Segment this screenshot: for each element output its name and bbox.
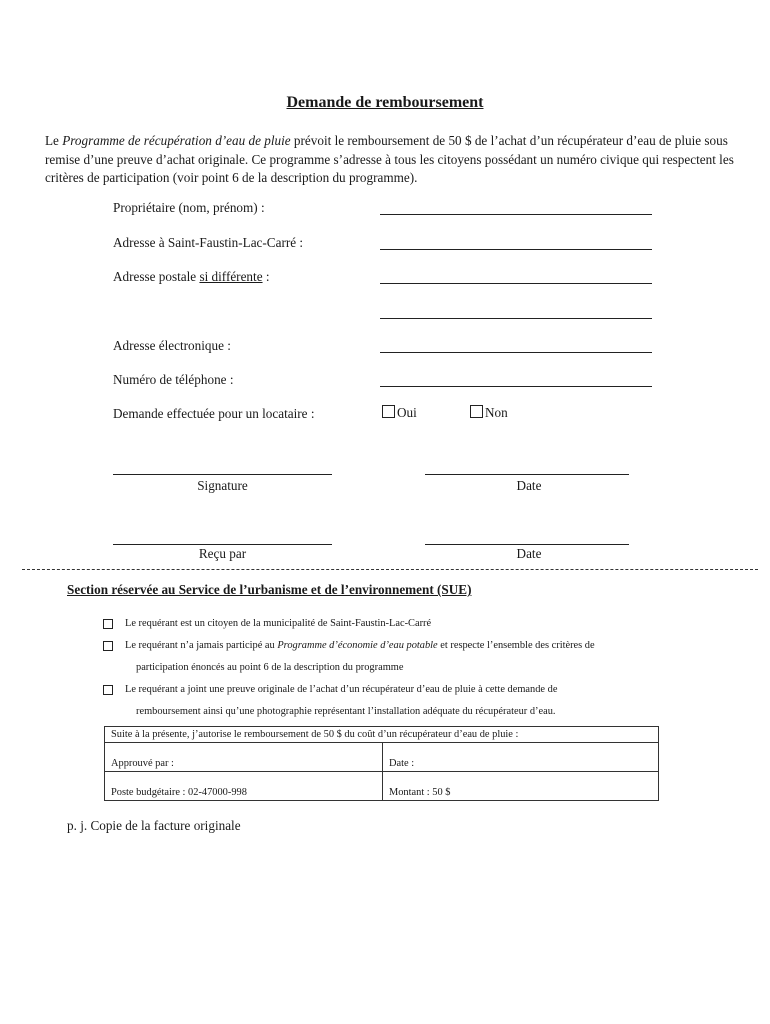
owner-field[interactable] [380, 214, 652, 215]
signature-label: Signature [197, 478, 248, 493]
sue-item-proof-line2: remboursement ainsi qu’une photographie représentant l’installation adéquate du récupérateur d’eau. [136, 706, 556, 717]
postal-address-field-2[interactable] [380, 318, 652, 319]
postal-address-label [113, 269, 270, 285]
oui-checkbox[interactable] [382, 405, 395, 418]
budget-row [105, 772, 659, 801]
page-title: Demande de remboursement [286, 94, 484, 111]
date-line-2[interactable] [425, 544, 629, 545]
approval-table [104, 726, 659, 801]
cut-line-divider [22, 569, 758, 570]
recu-par-line[interactable] [113, 544, 332, 545]
sue-item-citizen [103, 613, 703, 635]
oui-label: Oui [397, 405, 417, 420]
citizen-checkbox[interactable] [103, 619, 113, 629]
recu-par-label: Reçu par [198, 546, 247, 561]
approval-row [105, 743, 659, 772]
email-field[interactable] [380, 352, 652, 353]
address-local-label: Adresse à Saint-Faustin-Lac-Carré : [113, 235, 304, 250]
postal-suffix: : [262, 269, 270, 284]
address-local-field[interactable] [380, 249, 652, 250]
date-line-1[interactable] [425, 474, 629, 475]
item2-program: Programme d’économie d’eau potable [277, 640, 438, 651]
proof-checkbox[interactable] [103, 685, 113, 695]
approval-header: Suite à la présente, j’autorise le remboursement de 50 $ du coût d’un récupérateur d’eau de pluie : [105, 727, 659, 743]
item2-suffix: et respecte l’ensemble des critères de [437, 640, 595, 651]
montant-cell: Montant : 50 $ [383, 772, 659, 801]
intro-prefix: Le [45, 133, 63, 148]
program-checkbox[interactable] [103, 641, 113, 651]
phone-label: Numéro de téléphone : [113, 372, 234, 387]
approval-date-cell[interactable]: Date : [383, 743, 659, 772]
owner-label: Propriétaire (nom, prénom) : [113, 200, 265, 215]
approval-header-row [105, 727, 659, 743]
date-label-2: Date [516, 546, 542, 561]
date-label-1: Date [516, 478, 542, 493]
approuve-par-cell[interactable]: Approuvé par : [105, 743, 383, 772]
intro-rest: prévoit le remboursement de 50 $ de l’achat d’un récupérateur d’eau de pluie sous remise d’une preuve d’achat originale. Ce programme s’adresse à tous les citoyens possédant un numéro civique qui respectent les critères de participation (voir point 6 de la description du programme). [45, 133, 734, 185]
item2-prefix: Le requérant n’a jamais participé au [125, 640, 278, 651]
sue-item-program-line1 [103, 635, 703, 657]
oui-option[interactable] [382, 405, 417, 421]
tenant-label: Demande effectuée pour un locataire : [113, 406, 315, 421]
postal-address-field-1[interactable] [380, 283, 652, 284]
poste-budgetaire-cell: Poste budgétaire : 02-47000-998 [105, 772, 383, 801]
sue-item-program-line2: participation énoncés au point 6 de la description du programme [136, 662, 404, 673]
non-label: Non [485, 405, 508, 420]
postal-underlined: si différente [199, 269, 263, 284]
sue-item-citizen-text: Le requérant est un citoyen de la municipalité de Saint-Faustin-Lac-Carré [125, 618, 432, 629]
attachment-note: p. j. Copie de la facture originale [67, 818, 241, 833]
non-checkbox[interactable] [470, 405, 483, 418]
non-option[interactable] [470, 405, 508, 421]
phone-field[interactable] [380, 386, 652, 387]
sue-section-title: Section réservée au Service de l’urbanisme et de l’environnement (SUE) [67, 582, 472, 597]
sue-item-proof [103, 679, 703, 723]
signature-line[interactable] [113, 474, 332, 475]
intro-paragraph [45, 132, 735, 188]
sue-item-proof-line1: Le requérant a joint une preuve originale de l’achat d’un récupérateur d’eau de pluie à cette demande de [125, 684, 558, 695]
postal-prefix: Adresse postale [113, 269, 200, 284]
sue-item-program [103, 635, 703, 679]
intro-program-name: Programme de récupération d’eau de pluie [62, 133, 291, 148]
email-label: Adresse électronique : [113, 338, 231, 353]
